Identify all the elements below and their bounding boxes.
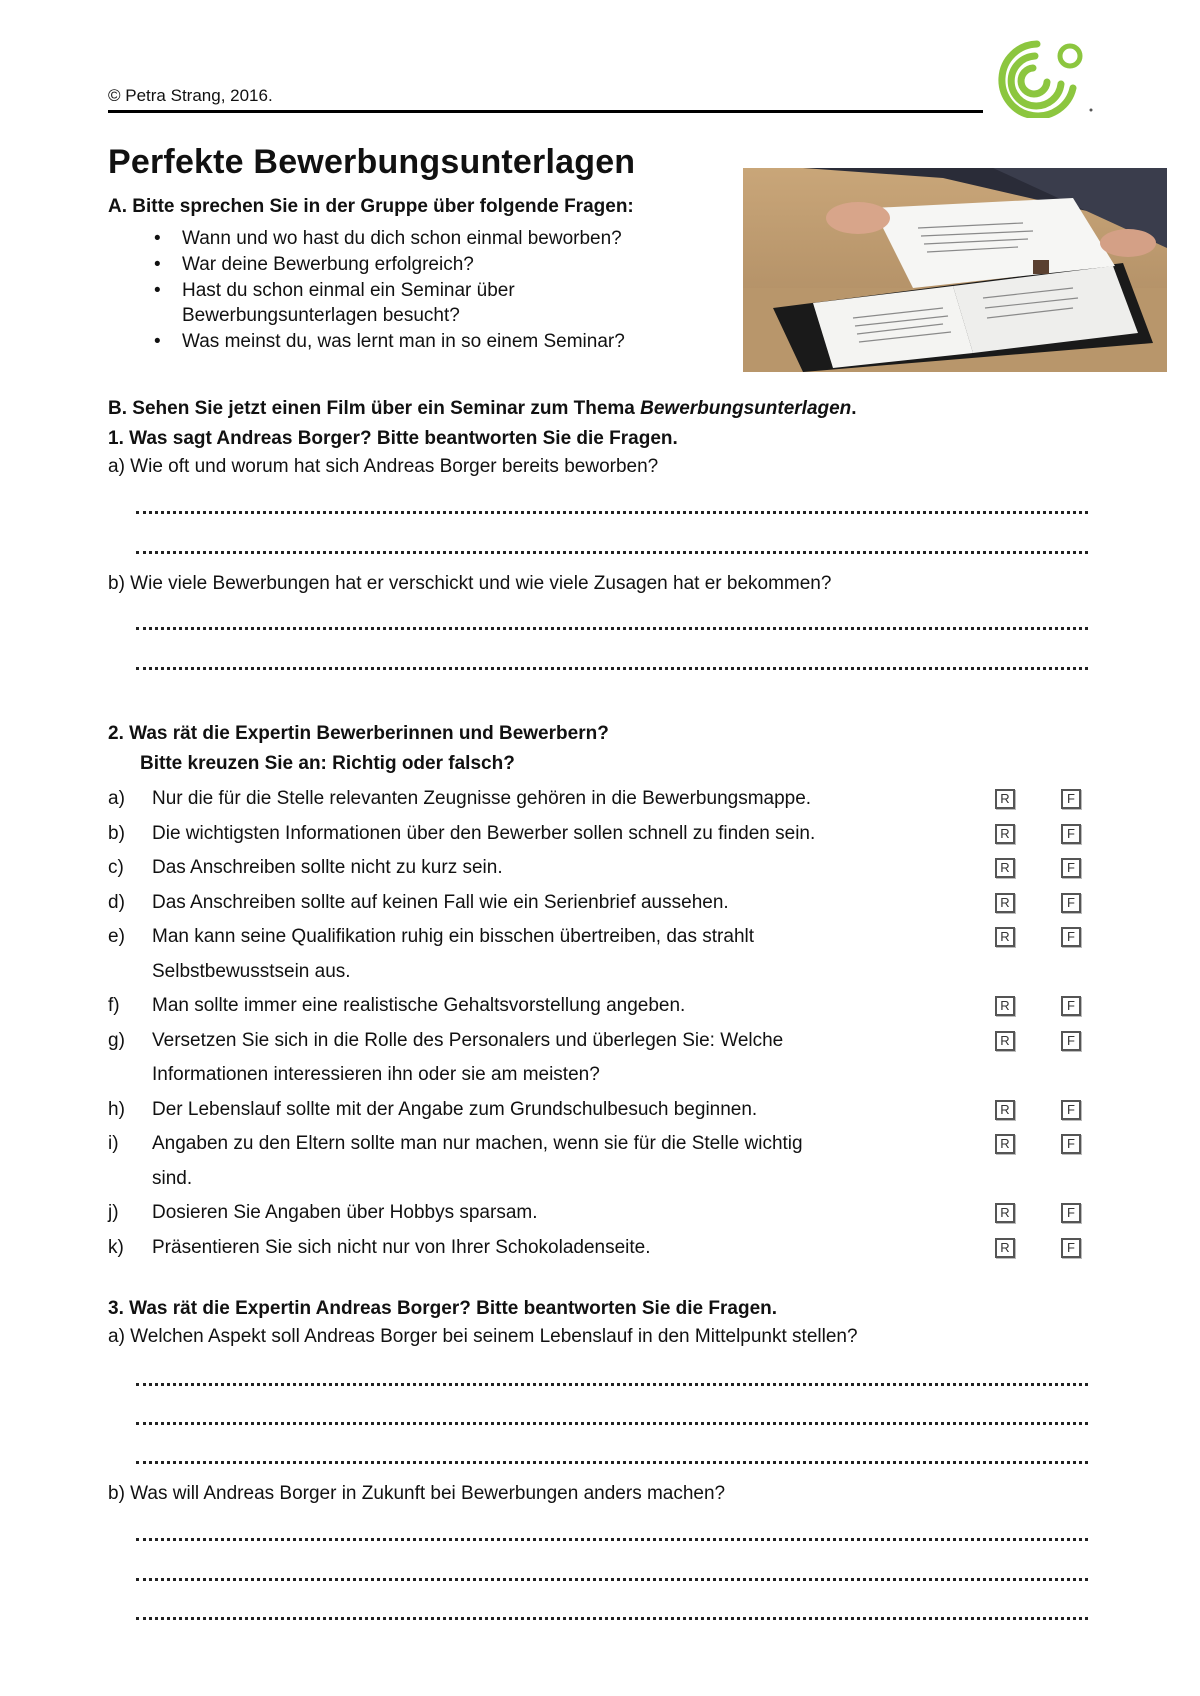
answer-line-3a-1[interactable] xyxy=(136,1383,1088,1386)
richtig-checkbox[interactable]: R xyxy=(995,1031,1015,1051)
page-title: Perfekte Bewerbungsunterlagen xyxy=(108,143,636,181)
item-statement: Die wichtigsten Informationen über den Bewerber sollen schnell zu finden sein. xyxy=(152,822,816,844)
list-item: • Wann und wo hast du dich schon einmal beworben? xyxy=(150,226,730,251)
item-label: h) xyxy=(108,1098,125,1120)
richtig-checkbox[interactable]: R xyxy=(995,1134,1015,1154)
richtig-checkbox[interactable]: R xyxy=(995,1203,1015,1223)
answer-line-1b-1[interactable] xyxy=(136,627,1088,630)
falsch-checkbox[interactable]: F xyxy=(1061,858,1081,878)
answer-line-1a-1[interactable] xyxy=(136,511,1088,514)
application-folder-photo xyxy=(743,168,1167,372)
goethe-logo-icon xyxy=(985,38,1095,118)
falsch-checkbox[interactable]: F xyxy=(1061,1134,1081,1154)
item-label: g) xyxy=(108,1029,125,1051)
item-statement: Der Lebenslauf sollte mit der Angabe zum Grundschulbesuch beginnen. xyxy=(152,1098,758,1120)
item-statement-continued: sind. xyxy=(152,1167,193,1189)
item-statement: Man sollte immer eine realistische Gehaltsvorstellung angeben. xyxy=(152,995,686,1016)
item-label: c) xyxy=(108,857,124,878)
richtig-checkbox[interactable]: R xyxy=(995,927,1015,947)
richtig-checkbox[interactable]: R xyxy=(995,1238,1015,1258)
item-label: a) xyxy=(108,788,125,809)
header-divider xyxy=(108,110,983,113)
item-statement: Präsentieren Sie sich nicht nur von Ihrer Schokoladenseite. xyxy=(152,1236,651,1258)
section-a-heading: A. Bitte sprechen Sie in der Gruppe über folgende Fragen: xyxy=(108,196,634,217)
section-a-question-list xyxy=(150,226,730,354)
section-b-topic: Bewerbungsunterlagen xyxy=(640,398,852,419)
answer-line-3b-1[interactable] xyxy=(136,1538,1088,1541)
item-statement-continued: Informationen interessieren ihn oder sie am meisten? xyxy=(152,1064,600,1085)
item-statement: Das Anschreiben sollte auf keinen Fall wie ein Serienbrief aussehen. xyxy=(152,891,729,913)
item-label: f) xyxy=(108,995,120,1016)
richtig-checkbox[interactable]: R xyxy=(995,893,1015,913)
item-label: e) xyxy=(108,926,125,947)
richtig-checkbox[interactable]: R xyxy=(995,858,1015,878)
falsch-checkbox[interactable]: F xyxy=(1061,996,1081,1016)
item-statement: Man kann seine Qualifikation ruhig ein bisschen übertreiben, das strahlt xyxy=(152,926,755,947)
falsch-checkbox[interactable]: F xyxy=(1061,824,1081,844)
falsch-checkbox[interactable]: F xyxy=(1061,893,1081,913)
answer-line-3a-2[interactable] xyxy=(136,1422,1088,1425)
item-label: b) xyxy=(108,822,125,844)
section-b-heading-text: B. Sehen Sie jetzt einen Film über ein Seminar zum Thema xyxy=(108,398,641,419)
question-1-heading: 1. Was sagt Andreas Borger? Bitte beantworten Sie die Fragen. xyxy=(108,428,678,449)
question-3a: a) Welchen Aspekt soll Andreas Borger bei seinem Lebenslauf in den Mittelpunkt stellen? xyxy=(108,1326,858,1347)
falsch-checkbox[interactable]: F xyxy=(1061,1238,1081,1258)
item-statement: Dosieren Sie Angaben über Hobbys sparsam. xyxy=(152,1202,538,1223)
item-label: j) xyxy=(108,1202,119,1223)
answer-line-3b-3[interactable] xyxy=(136,1617,1088,1620)
item-statement: Versetzen Sie sich in die Rolle des Personalers und überlegen Sie: Welche xyxy=(152,1029,784,1051)
section-b-heading-end: . xyxy=(851,398,857,419)
copyright-notice: © Petra Strang, 2016. xyxy=(108,86,273,105)
item-label: k) xyxy=(108,1236,124,1258)
question-1b: b) Wie viele Bewerbungen hat er verschickt und wie viele Zusagen hat er bekommen? xyxy=(108,573,832,594)
richtig-checkbox[interactable]: R xyxy=(995,1100,1015,1120)
question-1a: a) Wie oft und worum hat sich Andreas Borger bereits beworben? xyxy=(108,456,659,477)
falsch-checkbox[interactable]: F xyxy=(1061,1203,1081,1223)
section-b-heading xyxy=(108,397,857,421)
falsch-checkbox[interactable]: F xyxy=(1061,789,1081,809)
question-2-instruction: Bitte kreuzen Sie an: Richtig oder falsch? xyxy=(140,753,515,774)
item-label: d) xyxy=(108,891,125,913)
question-3-heading: 3. Was rät die Expertin Andreas Borger? Bitte beantworten Sie die Fragen. xyxy=(108,1298,778,1319)
answer-line-1b-2[interactable] xyxy=(136,667,1088,670)
falsch-checkbox[interactable]: F xyxy=(1061,927,1081,947)
falsch-checkbox[interactable]: F xyxy=(1061,1100,1081,1120)
question-3b: b) Was will Andreas Borger in Zukunft bei Bewerbungen anders machen? xyxy=(108,1483,726,1504)
richtig-checkbox[interactable]: R xyxy=(995,789,1015,809)
answer-line-3b-2[interactable] xyxy=(136,1578,1088,1581)
answer-line-3a-3[interactable] xyxy=(136,1461,1088,1464)
item-statement: Nur die für die Stelle relevanten Zeugnisse gehören in die Bewerbungsmappe. xyxy=(152,788,812,809)
item-label: i) xyxy=(108,1133,119,1154)
question-2-heading: 2. Was rät die Expertin Bewerberinnen und Bewerbern? xyxy=(108,723,609,744)
list-item: • War deine Bewerbung erfolgreich? xyxy=(150,252,730,277)
richtig-checkbox[interactable]: R xyxy=(995,996,1015,1016)
list-item: • Was meinst du, was lernt man in so einem Seminar? xyxy=(150,329,730,354)
item-statement: Das Anschreiben sollte nicht zu kurz sein. xyxy=(152,857,503,878)
answer-line-1a-2[interactable] xyxy=(136,551,1088,554)
falsch-checkbox[interactable]: F xyxy=(1061,1031,1081,1051)
item-statement-continued: Selbstbewusstsein aus. xyxy=(152,960,351,982)
item-statement: Angaben zu den Eltern sollte man nur machen, wenn sie für die Stelle wichtig xyxy=(152,1133,803,1154)
richtig-checkbox[interactable]: R xyxy=(995,824,1015,844)
list-item: • Hast du schon einmal ein Seminar über Bewerbungsunterlagen besucht? xyxy=(150,278,602,328)
